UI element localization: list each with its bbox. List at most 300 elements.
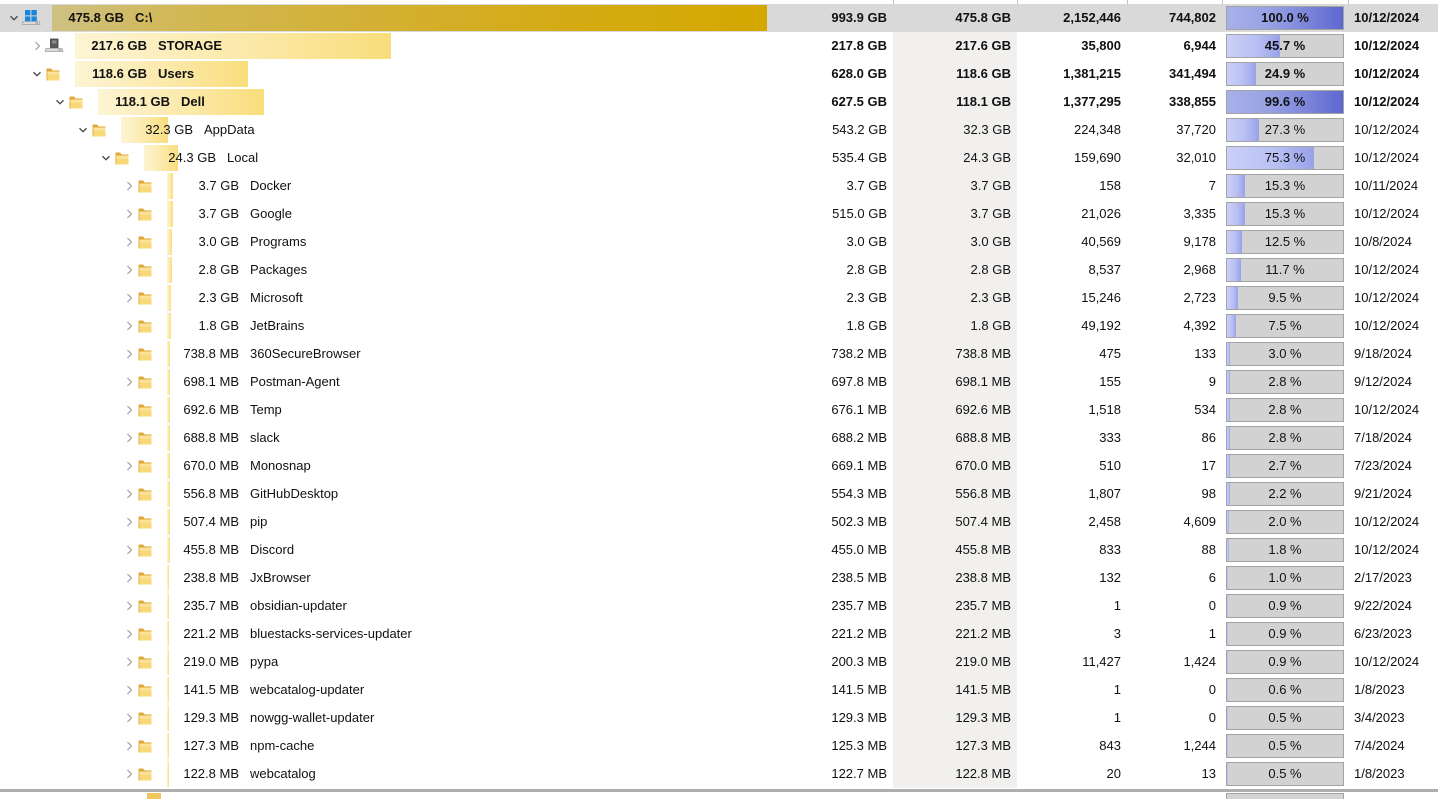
partial-row bbox=[0, 788, 1438, 799]
item-name: JxBrowser bbox=[250, 570, 311, 585]
date-cell: 1/8/2023 bbox=[1354, 682, 1405, 697]
chevron-collapsed-icon[interactable] bbox=[121, 374, 137, 390]
chevron-collapsed-icon[interactable] bbox=[121, 514, 137, 530]
table-row[interactable] bbox=[0, 256, 1438, 284]
allocated-cell: 688.8 MB bbox=[893, 424, 1017, 452]
size-cell: 122.7 MB bbox=[831, 766, 887, 781]
date-cell: 9/22/2024 bbox=[1354, 598, 1412, 613]
tree-cell bbox=[0, 312, 770, 340]
item-size-label: 32.3 GB bbox=[145, 122, 193, 137]
folder-icon bbox=[137, 486, 159, 503]
percent-value: 0.5 % bbox=[1268, 710, 1302, 725]
item-size-label: 141.5 MB bbox=[183, 682, 239, 697]
size-cell: 235.7 MB bbox=[831, 598, 887, 613]
table-row[interactable] bbox=[0, 32, 1438, 60]
allocated-cell: 219.0 MB bbox=[893, 648, 1017, 676]
table-row[interactable] bbox=[0, 732, 1438, 760]
table-row[interactable] bbox=[0, 60, 1438, 88]
percent-value: 0.9 % bbox=[1268, 598, 1302, 613]
item-size-label: 219.0 MB bbox=[183, 654, 239, 669]
item-name: GitHubDesktop bbox=[250, 486, 339, 501]
chevron-collapsed-icon[interactable] bbox=[121, 402, 137, 418]
tree-cell bbox=[0, 340, 770, 368]
tree-indent bbox=[0, 760, 121, 788]
percent-bar bbox=[1226, 538, 1344, 562]
percent-value: 0.5 % bbox=[1268, 738, 1302, 753]
allocated-cell: 3.7 GB bbox=[893, 172, 1017, 200]
item-size-label: 129.3 MB bbox=[183, 710, 239, 725]
percent-value: 2.0 % bbox=[1268, 514, 1302, 529]
chevron-collapsed-icon[interactable] bbox=[121, 682, 137, 698]
date-cell: 9/21/2024 bbox=[1354, 486, 1412, 501]
table-row[interactable] bbox=[0, 592, 1438, 620]
files-count-cell: 158 bbox=[1099, 178, 1121, 193]
size-cell: 993.9 GB bbox=[831, 10, 887, 25]
allocated-cell: 698.1 MB bbox=[893, 368, 1017, 396]
percent-value: 2.8 % bbox=[1268, 374, 1302, 389]
percent-cell bbox=[1222, 564, 1348, 592]
item-name: JetBrains bbox=[250, 318, 305, 333]
percent-cell bbox=[1222, 480, 1348, 508]
percent-cell bbox=[1222, 732, 1348, 760]
chevron-expanded-icon[interactable] bbox=[52, 94, 68, 110]
allocated-cell: 32.3 GB bbox=[893, 116, 1017, 144]
folder-icon bbox=[137, 458, 159, 475]
size-cell: 502.3 MB bbox=[831, 514, 887, 529]
files-count-cell: 843 bbox=[1099, 738, 1121, 753]
table-row[interactable] bbox=[0, 284, 1438, 312]
percent-bar bbox=[1226, 370, 1344, 394]
tree-cell bbox=[0, 88, 770, 116]
tree-indent bbox=[0, 648, 121, 676]
item-size-label: 235.7 MB bbox=[183, 598, 239, 613]
table-row[interactable] bbox=[0, 396, 1438, 424]
files-count-cell: 11,427 bbox=[1082, 654, 1121, 669]
size-cell: 628.0 GB bbox=[831, 66, 887, 81]
percent-cell bbox=[1222, 4, 1348, 32]
files-count-cell: 49,192 bbox=[1081, 318, 1121, 333]
chevron-collapsed-icon[interactable] bbox=[121, 262, 137, 278]
item-name: 360SecureBrowser bbox=[250, 346, 361, 361]
files-count-cell: 2,458 bbox=[1088, 514, 1121, 529]
percent-cell bbox=[1222, 368, 1348, 396]
chevron-collapsed-icon[interactable] bbox=[121, 234, 137, 250]
percent-bar bbox=[1226, 734, 1344, 758]
percent-value: 2.8 % bbox=[1268, 430, 1302, 445]
table-row[interactable] bbox=[0, 228, 1438, 256]
table-row[interactable] bbox=[0, 172, 1438, 200]
percent-value: 2.7 % bbox=[1268, 458, 1302, 473]
percent-cell bbox=[1222, 228, 1348, 256]
percent-bar bbox=[1226, 678, 1344, 702]
files-count-cell: 1,377,295 bbox=[1063, 94, 1121, 109]
date-cell: 9/12/2024 bbox=[1354, 374, 1412, 389]
percent-cell bbox=[1222, 32, 1348, 60]
percent-cell bbox=[1222, 452, 1348, 480]
date-cell: 2/17/2023 bbox=[1354, 570, 1412, 585]
tree-cell bbox=[0, 536, 770, 564]
allocated-cell: 738.8 MB bbox=[893, 340, 1017, 368]
size-cell: 688.2 MB bbox=[831, 430, 887, 445]
folders-count-cell: 133 bbox=[1194, 346, 1216, 361]
item-name: Monosnap bbox=[250, 458, 311, 473]
percent-value: 45.7 % bbox=[1264, 38, 1306, 53]
date-cell: 10/12/2024 bbox=[1354, 94, 1420, 109]
folders-count-cell: 88 bbox=[1201, 542, 1216, 557]
tree-indent bbox=[0, 116, 75, 144]
percent-bar bbox=[1226, 62, 1344, 86]
percent-bar bbox=[1226, 6, 1344, 30]
table-row[interactable] bbox=[0, 312, 1438, 340]
folder-icon bbox=[137, 430, 159, 447]
folders-count-cell: 534 bbox=[1194, 402, 1216, 417]
chevron-collapsed-icon[interactable] bbox=[121, 570, 137, 586]
tree-indent bbox=[0, 60, 29, 88]
percent-cell bbox=[1222, 508, 1348, 536]
tree-indent bbox=[0, 564, 121, 592]
size-cell: 543.2 GB bbox=[832, 122, 887, 137]
tree-indent bbox=[0, 732, 121, 760]
table-row[interactable] bbox=[0, 144, 1438, 172]
folder-icon bbox=[137, 710, 159, 727]
chevron-collapsed-icon[interactable] bbox=[121, 542, 137, 558]
percent-cell bbox=[1222, 536, 1348, 564]
percent-value: 3.0 % bbox=[1268, 346, 1302, 361]
folder-icon bbox=[137, 402, 159, 419]
allocated-cell: 3.0 GB bbox=[893, 228, 1017, 256]
allocated-cell: 129.3 MB bbox=[893, 704, 1017, 732]
date-cell: 10/12/2024 bbox=[1354, 542, 1420, 557]
tree-indent bbox=[0, 424, 121, 452]
percent-value: 12.5 % bbox=[1264, 234, 1306, 249]
item-size-label: 2.8 GB bbox=[198, 262, 239, 277]
tree-cell bbox=[0, 732, 770, 760]
chevron-expanded-icon[interactable] bbox=[6, 10, 22, 26]
folder-icon bbox=[137, 262, 159, 279]
chevron-collapsed-icon[interactable] bbox=[121, 626, 137, 642]
folders-count-cell: 17 bbox=[1201, 458, 1216, 473]
folder-icon bbox=[137, 514, 159, 531]
folders-count-cell: 7 bbox=[1208, 178, 1216, 193]
chevron-collapsed-icon[interactable] bbox=[121, 206, 137, 222]
tree-indent bbox=[0, 368, 121, 396]
item-name: obsidian-updater bbox=[250, 598, 347, 613]
table-row[interactable] bbox=[0, 88, 1438, 116]
tree-cell bbox=[0, 508, 770, 536]
files-count-cell: 510 bbox=[1099, 458, 1121, 473]
files-count-cell: 3 bbox=[1113, 626, 1121, 641]
item-size-label: 24.3 GB bbox=[168, 150, 216, 165]
item-name: Google bbox=[250, 206, 292, 221]
table-row[interactable] bbox=[0, 116, 1438, 144]
tree-cell bbox=[0, 172, 770, 200]
folder-icon bbox=[137, 178, 159, 195]
tree-cell bbox=[0, 396, 770, 424]
percent-value: 99.6 % bbox=[1264, 94, 1306, 109]
allocated-cell: 122.8 MB bbox=[893, 760, 1017, 788]
folder-icon bbox=[114, 150, 136, 167]
allocated-cell: 141.5 MB bbox=[893, 676, 1017, 704]
percent-value: 15.3 % bbox=[1264, 206, 1306, 221]
size-cell: 3.0 GB bbox=[846, 234, 887, 249]
folders-count-cell: 98 bbox=[1201, 486, 1216, 501]
folders-count-cell: 1 bbox=[1208, 626, 1216, 641]
date-cell: 6/23/2023 bbox=[1354, 626, 1412, 641]
item-size-label: 670.0 MB bbox=[183, 458, 239, 473]
chevron-collapsed-icon[interactable] bbox=[121, 598, 137, 614]
chevron-collapsed-icon[interactable] bbox=[121, 766, 137, 782]
folder-icon bbox=[137, 598, 159, 615]
percent-value: 1.8 % bbox=[1268, 542, 1302, 557]
table-row[interactable] bbox=[0, 452, 1438, 480]
folder-icon bbox=[147, 793, 161, 799]
item-size-label: 698.1 MB bbox=[183, 374, 239, 389]
chevron-collapsed-icon[interactable] bbox=[121, 346, 137, 362]
percent-bar bbox=[1226, 793, 1344, 799]
allocated-cell: 692.6 MB bbox=[893, 396, 1017, 424]
tree-indent bbox=[0, 228, 121, 256]
date-cell: 10/12/2024 bbox=[1354, 262, 1420, 277]
tree-indent bbox=[0, 88, 52, 116]
tree-cell bbox=[0, 200, 770, 228]
item-size-label: 738.8 MB bbox=[183, 346, 239, 361]
table-row[interactable] bbox=[0, 676, 1438, 704]
percent-value: 1.0 % bbox=[1268, 570, 1302, 585]
item-size-label: 221.2 MB bbox=[183, 626, 239, 641]
allocated-cell: 221.2 MB bbox=[893, 620, 1017, 648]
folder-icon bbox=[137, 234, 159, 251]
folders-count-cell: 744,802 bbox=[1169, 10, 1216, 25]
chevron-collapsed-icon[interactable] bbox=[121, 654, 137, 670]
date-cell: 10/12/2024 bbox=[1354, 38, 1420, 53]
chevron-collapsed-icon[interactable] bbox=[121, 486, 137, 502]
folders-count-cell: 2,968 bbox=[1183, 262, 1216, 277]
folder-icon bbox=[137, 570, 159, 587]
date-cell: 1/8/2023 bbox=[1354, 766, 1405, 781]
folders-count-cell: 0 bbox=[1208, 710, 1216, 725]
percent-bar bbox=[1226, 622, 1344, 646]
size-cell: 2.8 GB bbox=[846, 262, 887, 277]
folder-icon bbox=[91, 122, 113, 139]
folder-icon bbox=[137, 206, 159, 223]
table-row[interactable] bbox=[0, 648, 1438, 676]
percent-value: 0.9 % bbox=[1268, 654, 1302, 669]
tree-cell bbox=[0, 32, 770, 60]
percent-value: 15.3 % bbox=[1264, 178, 1306, 193]
folder-icon bbox=[137, 654, 159, 671]
percent-bar bbox=[1226, 34, 1344, 58]
size-cell: 554.3 MB bbox=[831, 486, 887, 501]
tree-indent bbox=[0, 620, 121, 648]
table-row[interactable] bbox=[0, 424, 1438, 452]
folders-count-cell: 9 bbox=[1208, 374, 1216, 389]
item-name: AppData bbox=[204, 122, 255, 137]
folders-count-cell: 4,392 bbox=[1183, 318, 1216, 333]
tree-indent bbox=[0, 312, 121, 340]
tree-indent bbox=[0, 284, 121, 312]
allocated-cell: 118.6 GB bbox=[893, 60, 1017, 88]
item-name: npm-cache bbox=[250, 738, 315, 753]
chevron-collapsed-icon[interactable] bbox=[121, 710, 137, 726]
table-row[interactable] bbox=[0, 508, 1438, 536]
percent-bar bbox=[1226, 174, 1344, 198]
folder-tree-grid bbox=[0, 4, 1438, 788]
item-size-label: 507.4 MB bbox=[183, 514, 239, 529]
folders-count-cell: 4,609 bbox=[1183, 514, 1216, 529]
date-cell: 7/4/2024 bbox=[1354, 738, 1405, 753]
chevron-collapsed-icon[interactable] bbox=[121, 458, 137, 474]
percent-bar bbox=[1226, 706, 1344, 730]
folders-count-cell: 9,178 bbox=[1183, 234, 1216, 249]
files-count-cell: 224,348 bbox=[1074, 122, 1121, 137]
chevron-expanded-icon[interactable] bbox=[75, 122, 91, 138]
chevron-collapsed-icon[interactable] bbox=[29, 38, 45, 54]
folder-icon bbox=[137, 682, 159, 699]
tree-cell bbox=[0, 368, 770, 396]
size-cell: 129.3 MB bbox=[831, 710, 887, 725]
files-count-cell: 1 bbox=[1113, 598, 1121, 613]
item-size-label: 556.8 MB bbox=[183, 486, 239, 501]
folders-count-cell: 338,855 bbox=[1169, 94, 1216, 109]
percent-value: 0.9 % bbox=[1268, 626, 1302, 641]
item-size-label: 692.6 MB bbox=[183, 402, 239, 417]
chevron-collapsed-icon[interactable] bbox=[121, 738, 137, 754]
percent-value: 0.6 % bbox=[1268, 682, 1302, 697]
item-name: nowgg-wallet-updater bbox=[250, 710, 375, 725]
tree-cell bbox=[0, 704, 770, 732]
tree-cell bbox=[0, 60, 770, 88]
tree-indent bbox=[0, 200, 121, 228]
date-cell: 10/12/2024 bbox=[1354, 654, 1420, 669]
chevron-collapsed-icon[interactable] bbox=[121, 178, 137, 194]
table-row[interactable] bbox=[0, 340, 1438, 368]
item-name: bluestacks-services-updater bbox=[250, 626, 412, 641]
allocated-cell: 455.8 MB bbox=[893, 536, 1017, 564]
folders-count-cell: 1,244 bbox=[1183, 738, 1216, 753]
size-cell: 125.3 MB bbox=[831, 738, 887, 753]
chevron-collapsed-icon[interactable] bbox=[121, 290, 137, 306]
table-row[interactable] bbox=[0, 760, 1438, 788]
size-cell: 535.4 GB bbox=[832, 150, 887, 165]
percent-cell bbox=[1222, 172, 1348, 200]
item-size-label: 3.0 GB bbox=[198, 234, 239, 249]
table-row[interactable] bbox=[0, 536, 1438, 564]
percent-value: 0.5 % bbox=[1268, 766, 1302, 781]
tree-indent bbox=[0, 536, 121, 564]
date-cell: 10/12/2024 bbox=[1354, 318, 1420, 333]
percent-cell bbox=[1222, 760, 1348, 788]
percent-value: 100.0 % bbox=[1261, 10, 1309, 25]
date-cell: 7/18/2024 bbox=[1354, 430, 1412, 445]
item-name: Microsoft bbox=[250, 290, 303, 305]
date-cell: 3/4/2023 bbox=[1354, 710, 1405, 725]
size-cell: 697.8 MB bbox=[831, 374, 887, 389]
files-count-cell: 2,152,446 bbox=[1063, 10, 1121, 25]
files-count-cell: 1 bbox=[1113, 710, 1121, 725]
item-size-label: 127.3 MB bbox=[183, 738, 239, 753]
percent-bar bbox=[1226, 650, 1344, 674]
row-divider bbox=[0, 789, 1438, 792]
tree-indent bbox=[0, 480, 121, 508]
folders-count-cell: 1,424 bbox=[1183, 654, 1216, 669]
tree-cell bbox=[0, 592, 770, 620]
allocated-cell: 127.3 MB bbox=[893, 732, 1017, 760]
chevron-collapsed-icon[interactable] bbox=[121, 430, 137, 446]
date-cell: 9/18/2024 bbox=[1354, 346, 1412, 361]
item-size-label: 3.7 GB bbox=[198, 206, 239, 221]
table-row[interactable] bbox=[0, 704, 1438, 732]
item-name: pypa bbox=[250, 654, 279, 669]
percent-bar bbox=[1226, 90, 1344, 114]
size-cell: 1.8 GB bbox=[846, 318, 887, 333]
percent-cell bbox=[1222, 88, 1348, 116]
date-cell: 10/8/2024 bbox=[1354, 234, 1412, 249]
allocated-cell: 670.0 MB bbox=[893, 452, 1017, 480]
files-count-cell: 8,537 bbox=[1088, 262, 1121, 277]
percent-cell bbox=[1222, 620, 1348, 648]
item-name: Users bbox=[158, 66, 195, 81]
percent-value: 7.5 % bbox=[1268, 318, 1302, 333]
tree-cell bbox=[0, 284, 770, 312]
chevron-expanded-icon[interactable] bbox=[29, 66, 45, 82]
size-bar bbox=[52, 5, 767, 31]
folders-count-cell: 3,335 bbox=[1183, 206, 1216, 221]
tree-cell bbox=[0, 620, 770, 648]
tree-cell bbox=[0, 424, 770, 452]
item-size-label: 238.8 MB bbox=[183, 570, 239, 585]
files-count-cell: 159,690 bbox=[1074, 150, 1121, 165]
folders-count-cell: 2,723 bbox=[1183, 290, 1216, 305]
tree-indent bbox=[0, 592, 121, 620]
folder-icon bbox=[137, 626, 159, 643]
table-row[interactable] bbox=[0, 200, 1438, 228]
table-row[interactable] bbox=[0, 4, 1438, 32]
item-size-label: 2.3 GB bbox=[198, 290, 239, 305]
percent-bar bbox=[1226, 454, 1344, 478]
percent-cell bbox=[1222, 284, 1348, 312]
size-cell: 3.7 GB bbox=[846, 178, 887, 193]
item-name: Postman-Agent bbox=[250, 374, 340, 389]
chevron-collapsed-icon[interactable] bbox=[121, 318, 137, 334]
tree-indent bbox=[0, 508, 121, 536]
table-row[interactable] bbox=[0, 480, 1438, 508]
percent-bar bbox=[1226, 258, 1344, 282]
size-cell: 455.0 MB bbox=[831, 542, 887, 557]
percent-cell bbox=[1222, 592, 1348, 620]
tree-indent bbox=[0, 676, 121, 704]
item-name: Temp bbox=[250, 402, 282, 417]
table-row[interactable] bbox=[0, 564, 1438, 592]
folder-icon bbox=[137, 738, 159, 755]
folders-count-cell: 0 bbox=[1208, 682, 1216, 697]
tree-indent bbox=[0, 144, 98, 172]
files-count-cell: 333 bbox=[1099, 430, 1121, 445]
table-row[interactable] bbox=[0, 620, 1438, 648]
files-count-cell: 1,518 bbox=[1088, 402, 1121, 417]
date-cell: 10/12/2024 bbox=[1354, 10, 1420, 25]
percent-value: 2.2 % bbox=[1268, 486, 1302, 501]
item-name: Docker bbox=[250, 178, 292, 193]
item-size-label: 118.6 GB bbox=[92, 66, 147, 81]
percent-cell bbox=[1222, 200, 1348, 228]
percent-cell bbox=[1222, 424, 1348, 452]
folders-count-cell: 6 bbox=[1208, 570, 1216, 585]
tree-indent bbox=[0, 340, 121, 368]
chevron-expanded-icon[interactable] bbox=[98, 150, 114, 166]
allocated-cell: 507.4 MB bbox=[893, 508, 1017, 536]
percent-bar bbox=[1226, 146, 1344, 170]
table-row[interactable] bbox=[0, 368, 1438, 396]
